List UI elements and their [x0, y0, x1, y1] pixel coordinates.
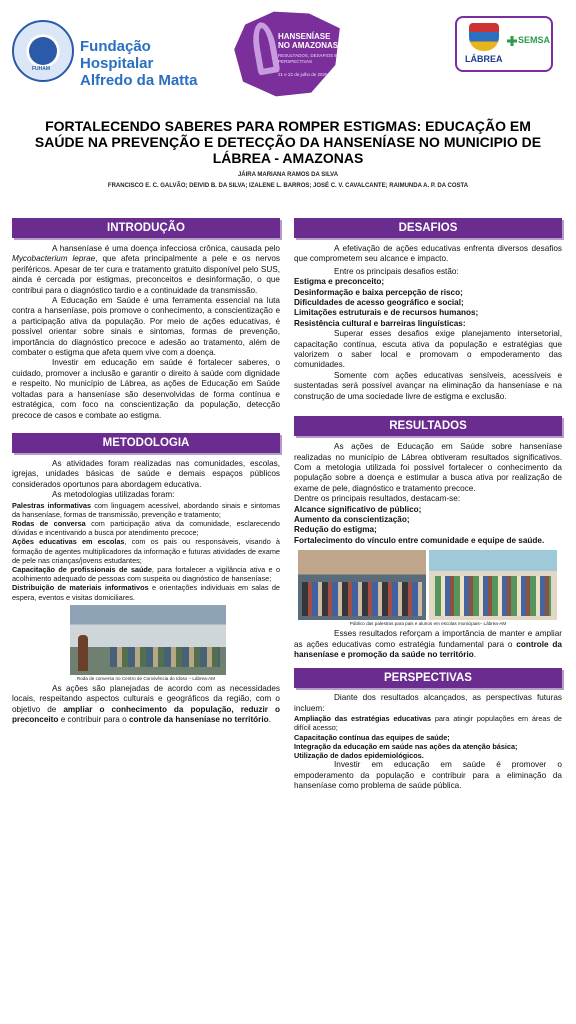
- section-heading-resultados: RESULTADOS: [294, 416, 562, 436]
- list-item: Ações educativas em escolas, com os pais ou responsáveis, visando à formação de agentes multiplicadores da informação e futuras atividades de exame de pele nas crianças/jovens estudantes;: [12, 537, 280, 565]
- metodologia-paragraph: As ações são planejadas de acordo com as necessidades locais, respeitando aspectos culturais e geográficos da região, com o objetivo de ampliar o conhecimento da população, reduzir o preconceito e contribuir para o controle da hanseníase no território.: [12, 683, 280, 724]
- resultados-paragraph: Dentre os principais resultados, destacam-se:: [294, 494, 461, 504]
- metodologia-paragraph: As atividades foram realizadas nas comunidades, escolas, igrejas, unidades básicas de saúde e demais espaços públicos considerados oportunos para abordagem educativa.: [12, 458, 280, 489]
- list-item: Palestras informativas com linguagem acessível, abordando sinais e sintomas da hanseníase, formas de transmissão, prevenção e tratamento;: [12, 500, 280, 519]
- semsa-label: SEMSA: [518, 35, 551, 45]
- list-item: Resistência cultural e barreiras linguísticas:: [294, 318, 466, 328]
- co-authors: FRANCISCO E. C. GALVÃO; DEIVID B. DA SILVA; IZALENE L. BARROS; JOSÉ C. V. CAVALCANTE; RAIMUNDA A. P. DA COSTA: [107, 183, 469, 189]
- title-block: [30, 118, 546, 189]
- labrea-crest-icon: [469, 23, 499, 51]
- labrea-label: LÁBREA: [465, 54, 503, 64]
- perspectivas-list: [294, 714, 562, 760]
- list-item: Desinformação e baixa percepção de risco;: [294, 287, 463, 297]
- section-heading-desafios: DESAFIOS: [294, 218, 562, 238]
- event-subtitle: RESULTADOS, DESAFIOS E PERSPECTIVAS: [278, 53, 338, 64]
- resultados-body: [294, 442, 562, 546]
- introducao-paragraph: Investir em educação em saúde é fortalecer saberes, o cuidado, promover a inclusão e garantir o direito à saúde com dignidade e respeito. No município de Lábrea, as ações de Educação em Saúde voltadas para a hanseníase são desenvolvidas de forma contínua e estratégica, com foco na conscientização da população, detecção precoce de casos e combate ao estigma.: [12, 358, 280, 420]
- labrea-semsa-logo: [455, 16, 553, 72]
- fuham-seal-icon: [12, 20, 74, 82]
- list-item: Dificuldades de acesso geográfico e social;: [294, 298, 464, 308]
- resultados-closing: [294, 629, 562, 660]
- poster-header: [0, 0, 576, 110]
- resultados-photos: [298, 550, 562, 620]
- section-heading-perspectivas: PERSPECTIVAS: [294, 668, 562, 688]
- perspectivas-paragraph: Investir em educação em saúde é promover o empoderamento da população e contribuir para a eliminação da hanseníase como problema de saúde pública.: [294, 760, 562, 791]
- desafios-paragraph: Somente com ações educativas sensíveis, acessíveis e sustentadas será possível avançar na eliminação da hanseníase e na construção de uma sociedade livre de estigma e exclusão.: [294, 370, 562, 401]
- section-heading-metodologia: METODOLOGIA: [12, 433, 280, 453]
- list-item: Limitações estruturais e de recursos humanos;: [294, 308, 479, 318]
- metodologia-closing: [12, 684, 280, 726]
- health-cross-icon: [507, 36, 517, 46]
- palestra-pais-photo: [298, 550, 426, 620]
- photo-caption: Público das palestras para pais e alunos em escolas municipais– Lábrea-AM: [349, 621, 507, 627]
- list-item: Ampliação das estratégias educativas para atingir populações em áreas de difícil acesso;: [294, 714, 562, 733]
- list-item: Capacitação contínua das equipes de saúde;: [294, 732, 450, 742]
- list-item: Aumento da conscientização;: [294, 514, 410, 524]
- fuham-logo: [12, 20, 217, 89]
- roda-de-conversa-photo: [70, 605, 226, 675]
- right-column: [294, 218, 562, 791]
- metodologia-paragraph: As metodologias utilizadas foram:: [52, 490, 175, 500]
- list-item: Estigma e preconceito;: [294, 277, 385, 287]
- list-item: Fortalecimento do vínculo entre comunidade e equipe de saúde.: [294, 535, 545, 545]
- metodologia-body: [12, 459, 280, 501]
- photo-caption: Roda de conversa no Centro de Convivência do Idoso – Lábrea-AM: [76, 675, 216, 681]
- desafios-paragraph: Superar esses desafios exige planejamento intersetorial, capacitação contínua, escuta ativa da população e estratégias que valorizem o saber local e promovam o empoderamento das comunidades.: [294, 329, 562, 370]
- resultados-paragraph: As ações de Educação em Saúde sobre hanseníase realizadas no município de Lábrea obtiveram resultados significativos. Com a metologia utilizada foi possível fortalecer o conhecimento da população sobre a doença e estimular a busca ativa por realização de exame de pele, diagnóstico e tratamento precoce.: [294, 442, 562, 493]
- metodologia-list: [12, 501, 280, 602]
- desafios-paragraph: A efetivação de ações educativas enfrenta diversos desafios que comprometem seu alcance e impacto.: [294, 244, 562, 264]
- event-title: HANSENÍASE NO AMAZONAS: [278, 32, 339, 50]
- introducao-paragraph: A Educação em Saúde é uma ferramenta essencial na luta contra a hanseníase, pois promove o conhecimento, a conscientização e a participação ativa da população. Por meio de ações educativas, é possível orientar sobre sinais e sintomas, formas de prevenção, importância do diagnóstico precoce e adesão ao tratamento, além de combater o estigma que afeta quem vive com a doença.: [12, 296, 280, 358]
- section-heading-introducao: INTRODUÇÃO: [12, 218, 280, 238]
- desafios-paragraph: Entre os principais desafios estão:: [334, 266, 459, 276]
- palestra-alunos-photo: [429, 550, 557, 620]
- list-item: Distribuição de materiais informativos e orientações individuais em salas de espera, eventos e visitas domiciliares.: [12, 583, 280, 602]
- list-item: Integração da educação em saúde nas ações da atenção básica;: [294, 741, 518, 751]
- list-item: Alcance significativo de público;: [294, 504, 422, 514]
- introducao-paragraph: A hanseníase é uma doença infecciosa crônica, causada pelo Mycobacterium leprae, que afeta principalmente a pele e os nervos periféricos. Apesar de ter cura e tratamento gratuito disponível pelo SUS, ainda é cercada por estigmas, preconceitos e desinformação, o que contribui para o diagnóstico tardio e a continuidade da transmissão.: [12, 244, 280, 295]
- list-item: Capacitação de profissionais de saúde, para fortalecer a vigilância ativa e o acolhimento adequado de pessoas com suspeita ou diagnóstico de hanseníase;: [12, 564, 281, 584]
- resultados-paragraph: Esses resultados reforçam a importância de manter e ampliar as ações educativas como estratégia fundamental para o controle da hanseníase e promoção da saúde no território.: [294, 629, 562, 659]
- event-logo: [232, 8, 342, 100]
- fuham-seal-tag: FUHAM: [32, 66, 51, 72]
- fuham-name: Fundação Hospitalar Alfredo da Matta: [80, 38, 198, 89]
- main-author: JÁIRA MARIANA RAMOS DA SILVA: [237, 172, 339, 178]
- perspectivas-paragraph: Diante dos resultados alcançados, as perspectivas futuras incluem:: [294, 693, 562, 713]
- list-item: Redução do estigma;: [294, 525, 377, 535]
- desafios-body: [294, 244, 562, 402]
- list-item: Utilização de dados epidemiológicos.: [294, 751, 424, 760]
- perspectivas-closing: [294, 760, 562, 791]
- list-item: Rodas de conversa com participação ativa da comunidade, esclarecendo dúvidas e incentivando a busca por atendimento precoce;: [12, 518, 280, 538]
- poster-title: FORTALECENDO SABERES PARA ROMPER ESTIGMAS: EDUCAÇÃO EM SAÚDE NA PREVENÇÃO E DETECÇÃO DA HANSENÍASE NO MUNICIPIO DE LÁBREA - AMAZONAS: [34, 118, 542, 166]
- left-column: [12, 218, 280, 725]
- event-date: 21 e 22 de julho de 2025: [278, 72, 328, 77]
- perspectivas-body: [294, 693, 562, 714]
- introducao-body: [12, 244, 280, 421]
